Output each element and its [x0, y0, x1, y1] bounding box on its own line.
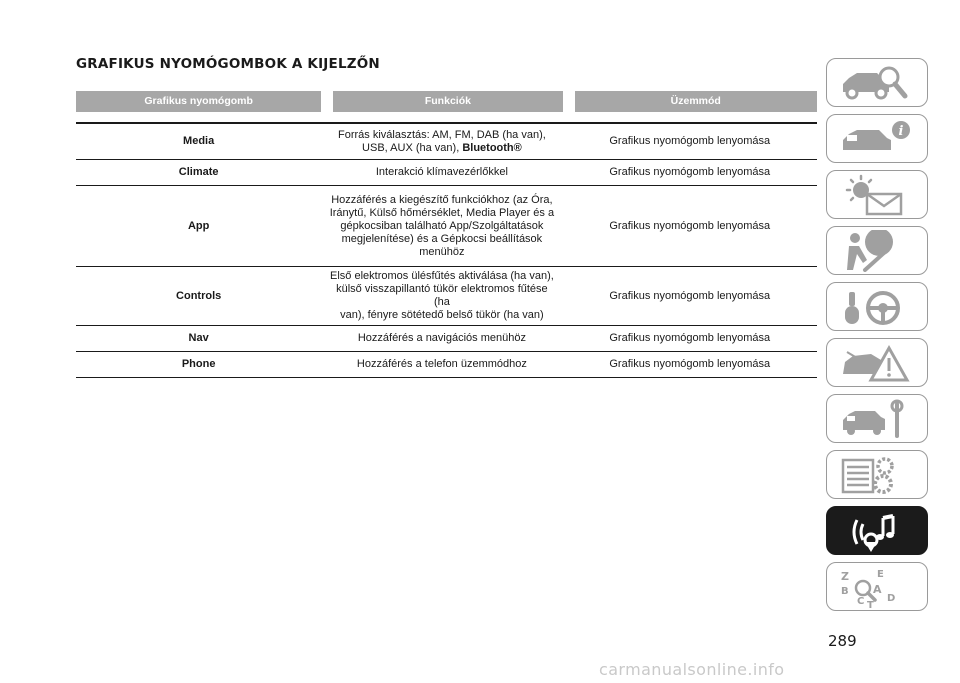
table-row-phone	[76, 352, 817, 378]
button-name: App	[76, 186, 321, 267]
header-mode: Üzemmód	[563, 91, 817, 112]
mode-text: Grafikus nyomógomb lenyomása	[563, 352, 817, 378]
table-row-climate	[76, 160, 817, 186]
function-text	[321, 160, 562, 186]
car-service-icon	[837, 398, 917, 440]
airbag-safety-icon	[837, 230, 917, 272]
function-line: gépkocsiban található App/Szolgáltatások	[340, 219, 544, 232]
chapter-tab-getting-to-know[interactable]	[826, 114, 928, 163]
mode-text: Grafikus nyomógomb lenyomása	[563, 186, 817, 267]
table-header	[76, 91, 817, 122]
index-letter-a: A	[873, 583, 882, 596]
button-name: Nav	[76, 326, 321, 352]
car-emergency-icon	[837, 342, 917, 384]
chapter-tab-technical-data[interactable]	[826, 450, 928, 499]
chapter-tab-warnings[interactable]	[826, 170, 928, 219]
mode-text: Grafikus nyomógomb lenyomása	[563, 122, 817, 160]
index-letter-z: Z	[841, 570, 849, 583]
key-steering-wheel-icon	[837, 286, 917, 328]
warning-light-message-icon	[837, 174, 917, 216]
function-text	[321, 122, 562, 160]
function-line: Hozzáférés a telefon üzemmódhoz	[356, 358, 527, 370]
function-line: Hozzáférés a navigációs menühöz	[357, 332, 526, 344]
function-text	[321, 352, 562, 378]
function-text	[321, 326, 562, 352]
table-row-nav	[76, 326, 817, 352]
function-line: Első elektromos ülésfűtés aktiválása (ha van),	[330, 270, 554, 282]
table-row-app	[76, 186, 817, 267]
index-letter-b: B	[841, 586, 849, 597]
function-line: Hozzáférés a kiegészítő funkciókhoz (az Óra,	[331, 193, 553, 206]
function-line: van), fényre sötétedő belső tükör (ha van)	[340, 309, 544, 321]
multimedia-icon	[837, 510, 917, 552]
mode-text: Grafikus nyomógomb lenyomása	[563, 160, 817, 186]
mode-text: Grafikus nyomógomb lenyomása	[563, 267, 817, 326]
mode-text: Grafikus nyomógomb lenyomása	[563, 326, 817, 352]
button-name: Phone	[76, 352, 321, 378]
graphic-buttons-table	[76, 91, 817, 378]
table-row-controls	[76, 267, 817, 326]
chapter-tab-emergency[interactable]	[826, 338, 928, 387]
index-letter-t: T	[867, 600, 874, 608]
technical-data-icon	[837, 454, 917, 496]
function-line: Iránytű, Külső hőmérséklet, Media Player és a	[329, 206, 555, 219]
function-line: külső visszapillantó tükör elektromos fűtése (ha	[336, 283, 548, 308]
function-line: megjelenítése) és a Gépkocsi beállítások	[341, 232, 543, 245]
bluetooth-label: Bluetooth®	[462, 141, 522, 154]
button-name: Controls	[76, 267, 321, 326]
index-letter-d: D	[887, 593, 896, 604]
button-name: Media	[76, 122, 321, 160]
index-search-icon	[837, 566, 917, 608]
function-line: USB, AUX (ha van),	[362, 141, 463, 154]
watermark: carmanualsonline.info	[599, 660, 785, 679]
chapter-tab-dashboard[interactable]	[826, 58, 928, 107]
header-button: Grafikus nyomógomb	[76, 91, 321, 112]
function-line: Interakció klímavezérlőkkel	[375, 166, 508, 178]
chapter-tab-safety[interactable]	[826, 226, 928, 275]
chapter-tab-index[interactable]	[826, 562, 928, 611]
car-info-icon	[837, 118, 917, 160]
chapter-tab-servicing[interactable]	[826, 394, 928, 443]
index-letter-c: C	[857, 596, 865, 607]
chapter-tab-multimedia[interactable]	[826, 506, 928, 555]
svg-text:i: i	[898, 124, 904, 139]
table-row-media	[76, 122, 817, 160]
car-search-icon	[837, 62, 917, 104]
function-line: Forrás kiválasztás: AM, FM, DAB (ha van),	[337, 128, 546, 141]
button-name: Climate	[76, 160, 321, 186]
page-number: 289	[828, 632, 857, 650]
function-line: menühöz	[419, 245, 465, 258]
header-functions: Funkciók	[321, 91, 562, 112]
section-title: GRAFIKUS NYOMÓGOMBOK A KIJELZŐN	[76, 56, 380, 72]
chapter-tab-starting-driving[interactable]	[826, 282, 928, 331]
function-text	[321, 267, 562, 326]
index-letter-e: E	[877, 569, 884, 580]
function-text	[321, 186, 562, 267]
